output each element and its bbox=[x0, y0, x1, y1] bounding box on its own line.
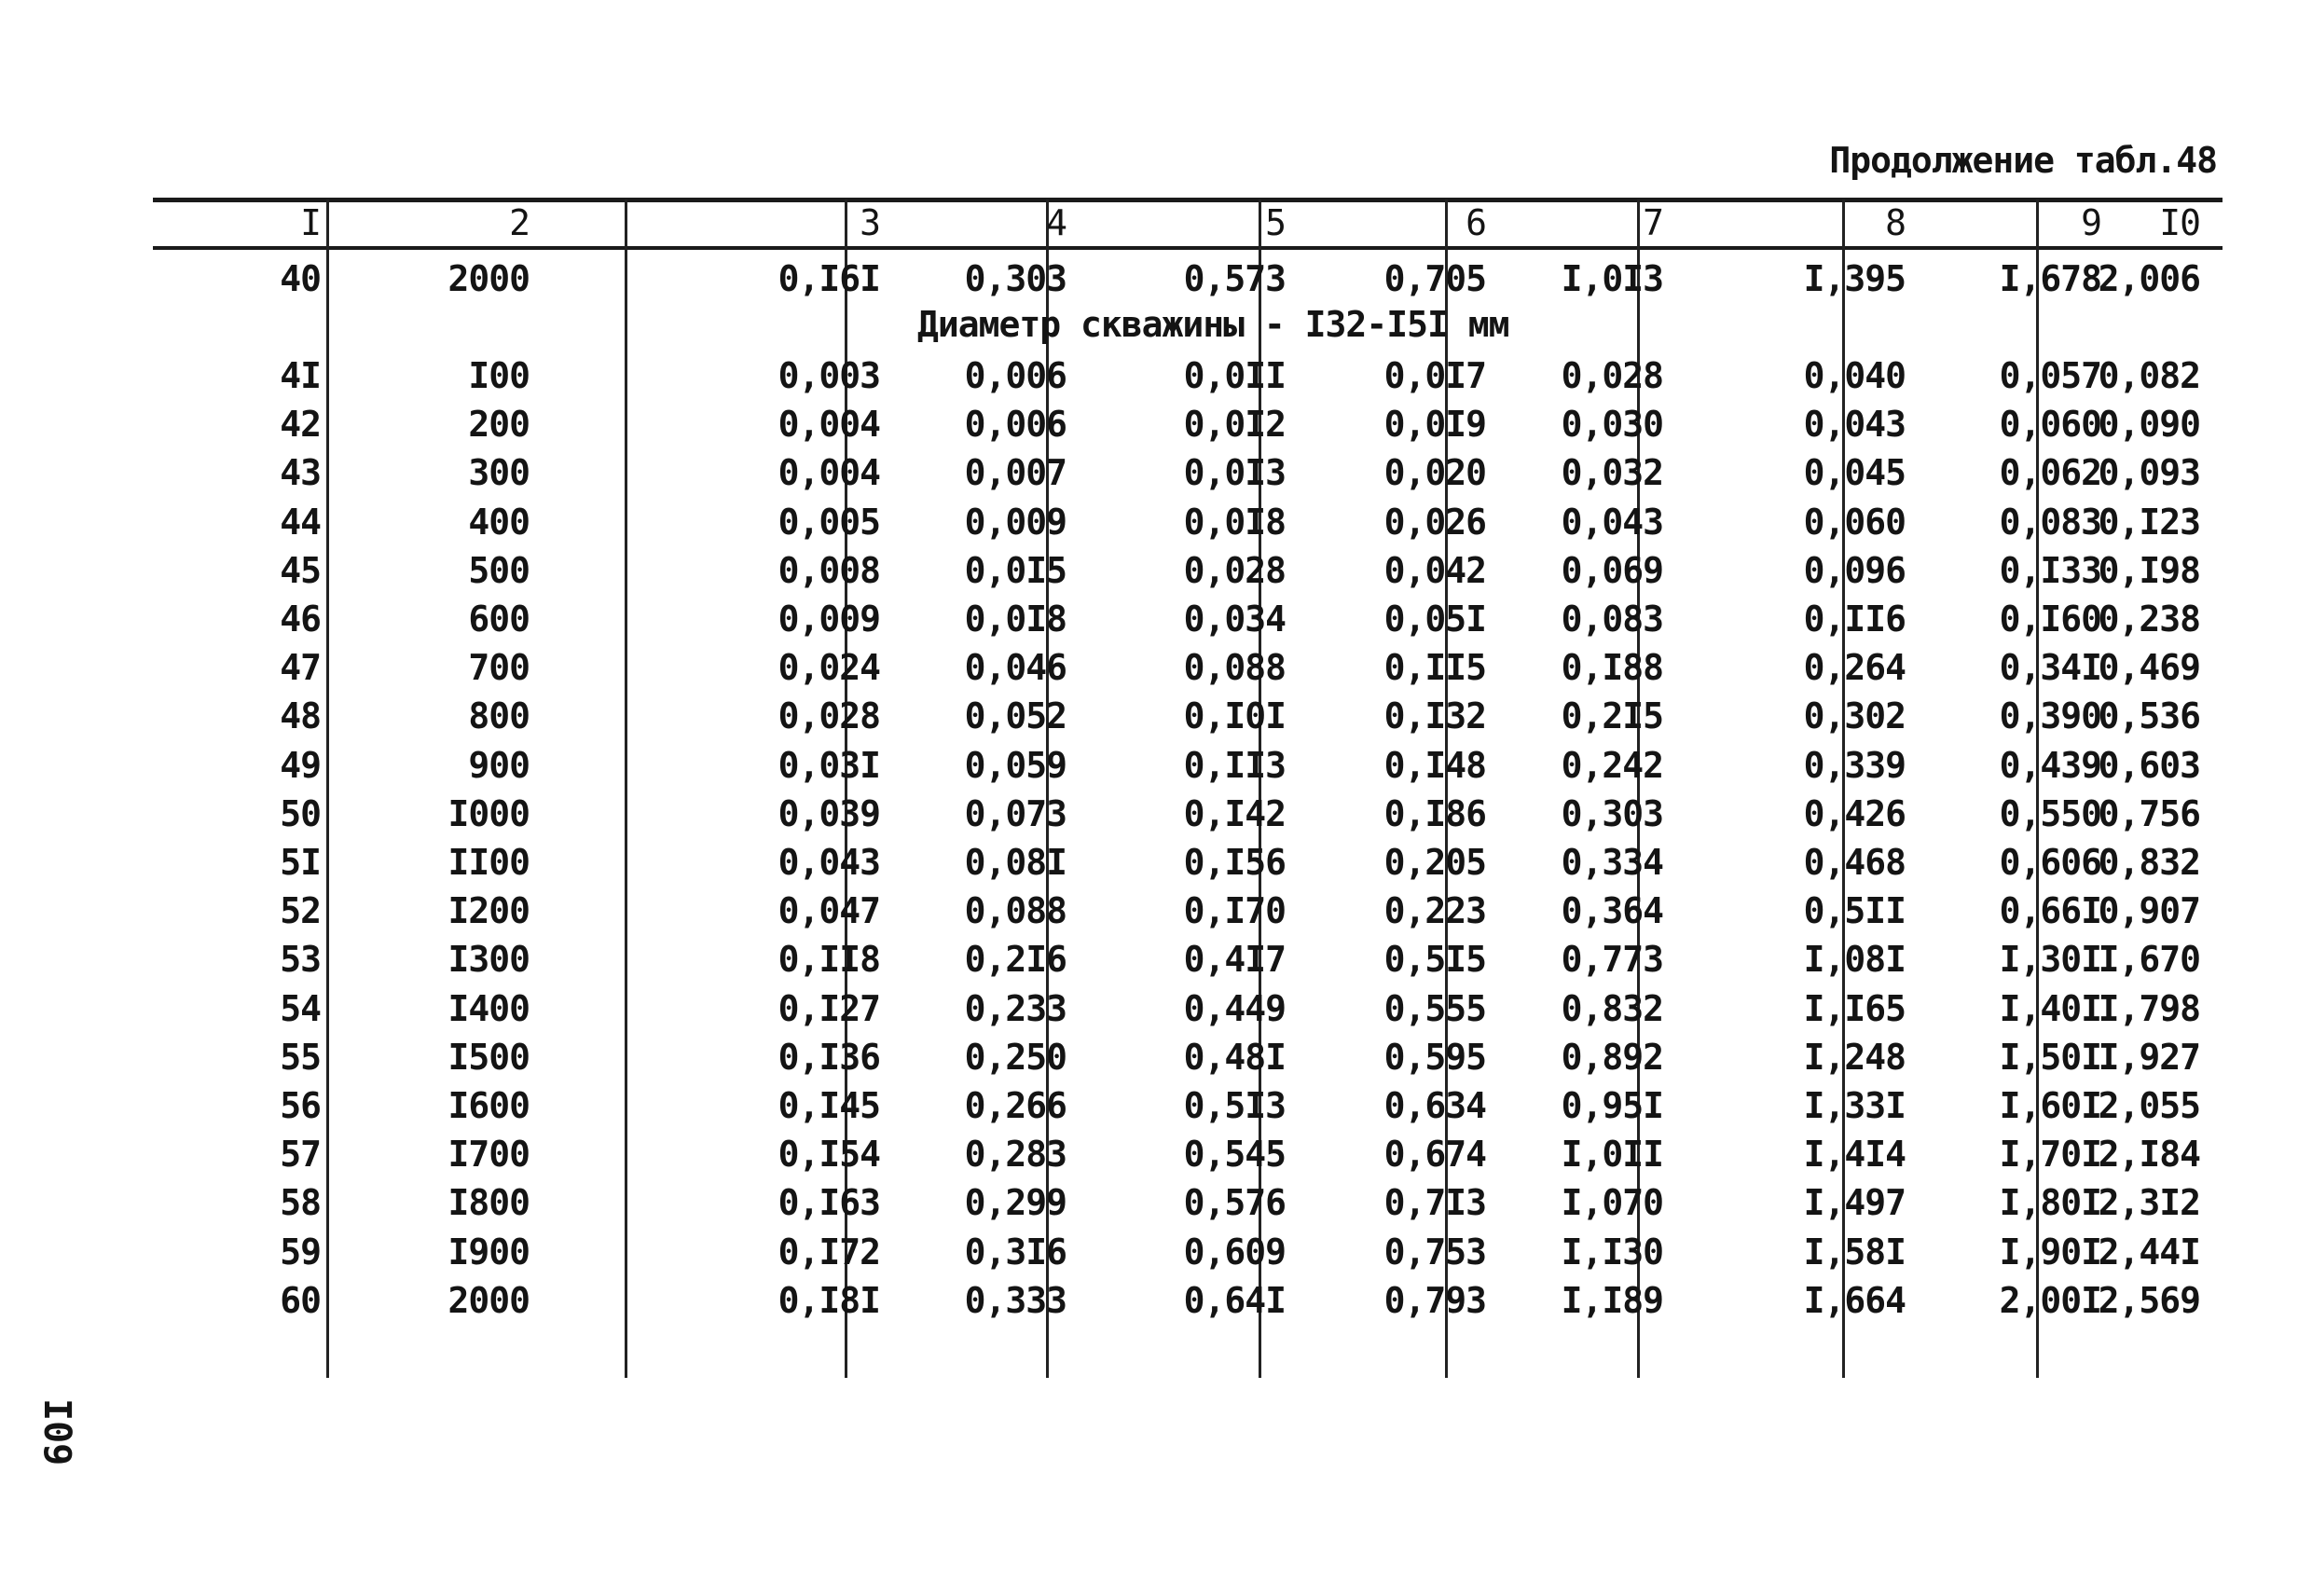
cell-col-7: 0,030 bbox=[1561, 404, 1663, 445]
cell-col-1: 4I bbox=[280, 355, 321, 396]
cell-col-7: 0,I88 bbox=[1561, 647, 1663, 688]
cell-col-4: 0,007 bbox=[964, 452, 1067, 493]
cell-col-9: 0,439 bbox=[1999, 745, 2101, 786]
cell-col-2: I200 bbox=[447, 890, 530, 931]
cell-col-1: 50 bbox=[280, 793, 321, 834]
cell-col-9: 0,66I bbox=[1999, 890, 2101, 931]
header-cell-2: 2 bbox=[509, 202, 530, 243]
header-cell-10: I0 bbox=[2159, 202, 2200, 243]
cell-col-2: 500 bbox=[468, 550, 530, 591]
cell-col-5: 0,I70 bbox=[1183, 890, 1286, 931]
cell-col-6: 0,223 bbox=[1383, 890, 1486, 931]
cell-col-7: I,I30 bbox=[1561, 1231, 1663, 1273]
table-row bbox=[153, 887, 2223, 934]
cell-col-5: 0,088 bbox=[1183, 647, 1286, 688]
cell-col-6: 0,020 bbox=[1383, 452, 1486, 493]
cell-col-7: 0,95I bbox=[1561, 1085, 1663, 1126]
cell-col-10: 2,3I2 bbox=[2098, 1182, 2200, 1223]
cell-col-6: 0,793 bbox=[1383, 1280, 1486, 1321]
cell-col-4: 0,0I5 bbox=[964, 550, 1067, 591]
table-row bbox=[153, 1034, 2223, 1080]
cell-col-4: 0,052 bbox=[964, 695, 1067, 736]
cell-col-8: 0,5II bbox=[1803, 890, 1906, 931]
cell-col-9: 0,390 bbox=[1999, 695, 2101, 736]
cell-col-10: 0,238 bbox=[2098, 598, 2200, 640]
cell-col-4: 0,333 bbox=[964, 1280, 1067, 1321]
cell-col-3: 0,043 bbox=[778, 842, 880, 883]
table-row bbox=[153, 596, 2223, 642]
cell-col-10: I,798 bbox=[2098, 988, 2200, 1029]
cell-col-10: 2,I84 bbox=[2098, 1134, 2200, 1175]
cell-col-2: I900 bbox=[447, 1231, 530, 1273]
cell-col-1: 52 bbox=[280, 890, 321, 931]
table-row bbox=[153, 1179, 2223, 1226]
cell-col-6: 0,555 bbox=[1383, 988, 1486, 1029]
cell-col-7: 0,043 bbox=[1561, 502, 1663, 543]
cell-col-4: 0,233 bbox=[964, 988, 1067, 1029]
cell-col-6: 0,I86 bbox=[1383, 793, 1486, 834]
cell-col-9: I,40I bbox=[1999, 988, 2101, 1029]
cell-col-4: 0,2I6 bbox=[964, 939, 1067, 980]
cell-col-7: 0,069 bbox=[1561, 550, 1663, 591]
cell-col-5: 0,034 bbox=[1183, 598, 1286, 640]
cell-col-3: 0,039 bbox=[778, 793, 880, 834]
cell-col-4: 0,08I bbox=[964, 842, 1067, 883]
cell-col-7: 0,032 bbox=[1561, 452, 1663, 493]
cell-col-8: 0,040 bbox=[1803, 355, 1906, 396]
cell-col-3: 0,I45 bbox=[778, 1085, 880, 1126]
cell-col-2: I500 bbox=[447, 1037, 530, 1078]
cell-col-4: 0,266 bbox=[964, 1085, 1067, 1126]
cell-col-8: 0,II6 bbox=[1803, 598, 1906, 640]
cell-col-2: 2000 bbox=[447, 258, 530, 299]
cell-col-2: 400 bbox=[468, 502, 530, 543]
table-row bbox=[153, 936, 2223, 983]
cell-col-9: 0,34I bbox=[1999, 647, 2101, 688]
cell-col-6: 0,5I5 bbox=[1383, 939, 1486, 980]
cell-col-8: I,58I bbox=[1803, 1231, 1906, 1273]
cell-col-4: 0,283 bbox=[964, 1134, 1067, 1175]
cell-col-1: 57 bbox=[280, 1134, 321, 1175]
cell-col-2: II00 bbox=[447, 842, 530, 883]
cell-col-3: 0,I54 bbox=[778, 1134, 880, 1175]
cell-col-1: 55 bbox=[280, 1037, 321, 1078]
cell-col-7: 0,832 bbox=[1561, 988, 1663, 1029]
cell-col-10: 0,536 bbox=[2098, 695, 2200, 736]
cell-col-6: 0,042 bbox=[1383, 550, 1486, 591]
table-row bbox=[153, 255, 2223, 302]
cell-col-10: 2,055 bbox=[2098, 1085, 2200, 1126]
cell-col-4: 0,046 bbox=[964, 647, 1067, 688]
cell-col-5: 0,0I3 bbox=[1183, 452, 1286, 493]
table-row bbox=[153, 985, 2223, 1032]
table-row bbox=[153, 499, 2223, 545]
cell-col-9: I,90I bbox=[1999, 1231, 2101, 1273]
cell-col-1: 46 bbox=[280, 598, 321, 640]
cell-col-10: 2,44I bbox=[2098, 1231, 2200, 1273]
cell-col-3: 0,I8I bbox=[778, 1280, 880, 1321]
cell-col-9: 0,I60 bbox=[1999, 598, 2101, 640]
cell-col-5: 0,I0I bbox=[1183, 695, 1286, 736]
cell-col-8: 0,096 bbox=[1803, 550, 1906, 591]
cell-col-9: 0,057 bbox=[1999, 355, 2101, 396]
cell-col-7: 0,028 bbox=[1561, 355, 1663, 396]
cell-col-3: 0,005 bbox=[778, 502, 880, 543]
cell-col-3: 0,028 bbox=[778, 695, 880, 736]
cell-col-7: 0,892 bbox=[1561, 1037, 1663, 1078]
cell-col-10: 0,832 bbox=[2098, 842, 2200, 883]
cell-col-8: I,664 bbox=[1803, 1280, 1906, 1321]
header-cell-6: 6 bbox=[1466, 202, 1486, 243]
cell-col-2: I600 bbox=[447, 1085, 530, 1126]
cell-col-3: 0,I27 bbox=[778, 988, 880, 1029]
cell-col-2: 900 bbox=[468, 745, 530, 786]
cell-col-9: 2,00I bbox=[1999, 1280, 2101, 1321]
header-row bbox=[153, 200, 2223, 246]
header-cell-8: 8 bbox=[1885, 202, 1906, 243]
cell-col-4: 0,303 bbox=[964, 258, 1067, 299]
cell-col-7: I,0II bbox=[1561, 1134, 1663, 1175]
cell-col-5: 0,I42 bbox=[1183, 793, 1286, 834]
cell-col-1: 59 bbox=[280, 1231, 321, 1273]
cell-col-8: 0,060 bbox=[1803, 502, 1906, 543]
header-cell-5: 5 bbox=[1265, 202, 1286, 243]
cell-col-1: 56 bbox=[280, 1085, 321, 1126]
cell-col-6: 0,0I9 bbox=[1383, 404, 1486, 445]
cell-col-8: I,4I4 bbox=[1803, 1134, 1906, 1175]
cell-col-5: 0,609 bbox=[1183, 1231, 1286, 1273]
cell-col-2: I700 bbox=[447, 1134, 530, 1175]
table-row bbox=[153, 1277, 2223, 1324]
header-cell-1: I bbox=[300, 202, 321, 243]
cell-col-1: 49 bbox=[280, 745, 321, 786]
cell-col-6: 0,634 bbox=[1383, 1085, 1486, 1126]
cell-col-8: 0,339 bbox=[1803, 745, 1906, 786]
cell-col-7: 0,334 bbox=[1561, 842, 1663, 883]
cell-col-8: 0,045 bbox=[1803, 452, 1906, 493]
cell-col-6: 0,I32 bbox=[1383, 695, 1486, 736]
cell-col-3: 0,004 bbox=[778, 404, 880, 445]
cell-col-2: 600 bbox=[468, 598, 530, 640]
table-row bbox=[153, 1229, 2223, 1275]
cell-col-10: 0,603 bbox=[2098, 745, 2200, 786]
cell-col-3: 0,I36 bbox=[778, 1037, 880, 1078]
table-row bbox=[153, 693, 2223, 739]
cell-col-1: 43 bbox=[280, 452, 321, 493]
cell-col-8: 0,426 bbox=[1803, 793, 1906, 834]
cell-col-8: 0,264 bbox=[1803, 647, 1906, 688]
cell-col-10: 0,090 bbox=[2098, 404, 2200, 445]
cell-col-4: 0,0I8 bbox=[964, 598, 1067, 640]
cell-col-5: 0,545 bbox=[1183, 1134, 1286, 1175]
cell-col-1: 60 bbox=[280, 1280, 321, 1321]
cell-col-9: I,50I bbox=[1999, 1037, 2101, 1078]
cell-col-1: 54 bbox=[280, 988, 321, 1029]
cell-col-9: 0,I33 bbox=[1999, 550, 2101, 591]
cell-col-6: 0,753 bbox=[1383, 1231, 1486, 1273]
table-row bbox=[153, 742, 2223, 789]
cell-col-3: 0,003 bbox=[778, 355, 880, 396]
header-cell-4: 4 bbox=[1046, 202, 1067, 243]
cell-col-5: 0,0II bbox=[1183, 355, 1286, 396]
cell-col-8: I,395 bbox=[1803, 258, 1906, 299]
cell-col-2: 300 bbox=[468, 452, 530, 493]
table-row bbox=[153, 791, 2223, 837]
cell-col-8: 0,302 bbox=[1803, 695, 1906, 736]
cell-col-3: 0,I63 bbox=[778, 1182, 880, 1223]
cell-col-4: 0,059 bbox=[964, 745, 1067, 786]
cell-col-6: 0,05I bbox=[1383, 598, 1486, 640]
cell-col-8: I,33I bbox=[1803, 1085, 1906, 1126]
cell-col-6: 0,026 bbox=[1383, 502, 1486, 543]
cell-col-10: 0,907 bbox=[2098, 890, 2200, 931]
cell-col-3: 0,I6I bbox=[778, 258, 880, 299]
cell-col-6: 0,I48 bbox=[1383, 745, 1486, 786]
cell-col-1: 42 bbox=[280, 404, 321, 445]
cell-col-9: 0,062 bbox=[1999, 452, 2101, 493]
cell-col-6: 0,7I3 bbox=[1383, 1182, 1486, 1223]
table-row bbox=[153, 839, 2223, 886]
cell-col-5: 0,4I7 bbox=[1183, 939, 1286, 980]
cell-col-8: I,08I bbox=[1803, 939, 1906, 980]
cell-col-6: 0,674 bbox=[1383, 1134, 1486, 1175]
header-cell-7: 7 bbox=[1643, 202, 1663, 243]
cell-col-7: I,0I3 bbox=[1561, 258, 1663, 299]
cell-col-9: I,678 bbox=[1999, 258, 2101, 299]
cell-col-3: 0,009 bbox=[778, 598, 880, 640]
cell-col-7: I,070 bbox=[1561, 1182, 1663, 1223]
cell-col-9: 0,606 bbox=[1999, 842, 2101, 883]
cell-col-10: 0,093 bbox=[2098, 452, 2200, 493]
cell-col-2: 700 bbox=[468, 647, 530, 688]
cell-col-9: 0,083 bbox=[1999, 502, 2101, 543]
cell-col-5: 0,48I bbox=[1183, 1037, 1286, 1078]
cell-col-6: 0,II5 bbox=[1383, 647, 1486, 688]
cell-col-4: 0,006 bbox=[964, 355, 1067, 396]
table-caption: Продолжение табл.48 bbox=[1829, 140, 2217, 181]
cell-col-3: 0,008 bbox=[778, 550, 880, 591]
cell-col-3: 0,024 bbox=[778, 647, 880, 688]
cell-col-7: 0,773 bbox=[1561, 939, 1663, 980]
table-row bbox=[153, 1131, 2223, 1177]
cell-col-9: 0,060 bbox=[1999, 404, 2101, 445]
cell-col-5: 0,5I3 bbox=[1183, 1085, 1286, 1126]
cell-col-5: 0,0I8 bbox=[1183, 502, 1286, 543]
cell-col-10: I,670 bbox=[2098, 939, 2200, 980]
section-heading: Диаметр скважины - I32-I5I мм bbox=[917, 304, 1509, 345]
cell-col-10: 0,756 bbox=[2098, 793, 2200, 834]
header-bottom-rule bbox=[153, 246, 2223, 250]
cell-col-4: 0,3I6 bbox=[964, 1231, 1067, 1273]
cell-col-5: 0,449 bbox=[1183, 988, 1286, 1029]
cell-col-9: I,60I bbox=[1999, 1085, 2101, 1126]
cell-col-3: 0,047 bbox=[778, 890, 880, 931]
cell-col-7: 0,2I5 bbox=[1561, 695, 1663, 736]
cell-col-5: 0,64I bbox=[1183, 1280, 1286, 1321]
table-row bbox=[153, 449, 2223, 496]
cell-col-9: 0,550 bbox=[1999, 793, 2101, 834]
table-row bbox=[153, 352, 2223, 399]
table-row bbox=[153, 401, 2223, 447]
cell-col-1: 5I bbox=[280, 842, 321, 883]
cell-col-1: 53 bbox=[280, 939, 321, 980]
header-cell-9: 9 bbox=[2081, 202, 2101, 243]
cell-col-2: I00 bbox=[468, 355, 530, 396]
cell-col-8: I,497 bbox=[1803, 1182, 1906, 1223]
cell-col-1: 48 bbox=[280, 695, 321, 736]
table-row bbox=[153, 644, 2223, 691]
cell-col-6: 0,0I7 bbox=[1383, 355, 1486, 396]
cell-col-6: 0,595 bbox=[1383, 1037, 1486, 1078]
cell-col-3: 0,03I bbox=[778, 745, 880, 786]
cell-col-1: 58 bbox=[280, 1182, 321, 1223]
cell-col-6: 0,705 bbox=[1383, 258, 1486, 299]
cell-col-4: 0,006 bbox=[964, 404, 1067, 445]
cell-col-9: I,70I bbox=[1999, 1134, 2101, 1175]
cell-col-10: 0,082 bbox=[2098, 355, 2200, 396]
cell-col-8: 0,043 bbox=[1803, 404, 1906, 445]
cell-col-5: 0,576 bbox=[1183, 1182, 1286, 1223]
cell-col-2: I000 bbox=[447, 793, 530, 834]
cell-col-5: 0,II3 bbox=[1183, 745, 1286, 786]
cell-col-7: 0,083 bbox=[1561, 598, 1663, 640]
cell-col-3: 0,I72 bbox=[778, 1231, 880, 1273]
cell-col-2: I400 bbox=[447, 988, 530, 1029]
cell-col-5: 0,I56 bbox=[1183, 842, 1286, 883]
cell-col-7: 0,364 bbox=[1561, 890, 1663, 931]
cell-col-10: I,927 bbox=[2098, 1037, 2200, 1078]
cell-col-2: 800 bbox=[468, 695, 530, 736]
cell-col-1: 45 bbox=[280, 550, 321, 591]
cell-col-9: I,30I bbox=[1999, 939, 2101, 980]
header-cell-3: 3 bbox=[860, 202, 880, 243]
cell-col-1: 44 bbox=[280, 502, 321, 543]
cell-col-3: 0,II8 bbox=[778, 939, 880, 980]
cell-col-4: 0,073 bbox=[964, 793, 1067, 834]
cell-col-7: 0,242 bbox=[1561, 745, 1663, 786]
cell-col-2: I800 bbox=[447, 1182, 530, 1223]
cell-col-3: 0,004 bbox=[778, 452, 880, 493]
cell-col-5: 0,0I2 bbox=[1183, 404, 1286, 445]
cell-col-1: 47 bbox=[280, 647, 321, 688]
cell-col-10: 0,I23 bbox=[2098, 502, 2200, 543]
cell-col-8: I,I65 bbox=[1803, 988, 1906, 1029]
cell-col-10: 0,469 bbox=[2098, 647, 2200, 688]
cell-col-2: I300 bbox=[447, 939, 530, 980]
cell-col-10: 2,006 bbox=[2098, 258, 2200, 299]
cell-col-9: I,80I bbox=[1999, 1182, 2101, 1223]
cell-col-6: 0,205 bbox=[1383, 842, 1486, 883]
cell-col-7: 0,303 bbox=[1561, 793, 1663, 834]
page-number: I09 bbox=[35, 1398, 78, 1466]
cell-col-5: 0,028 bbox=[1183, 550, 1286, 591]
cell-col-5: 0,573 bbox=[1183, 258, 1286, 299]
cell-col-2: 2000 bbox=[447, 1280, 530, 1321]
cell-col-10: 2,569 bbox=[2098, 1280, 2200, 1321]
cell-col-4: 0,088 bbox=[964, 890, 1067, 931]
cell-col-1: 40 bbox=[280, 258, 321, 299]
table-row bbox=[153, 1082, 2223, 1129]
cell-col-7: I,I89 bbox=[1561, 1280, 1663, 1321]
cell-col-10: 0,I98 bbox=[2098, 550, 2200, 591]
cell-col-4: 0,009 bbox=[964, 502, 1067, 543]
cell-col-2: 200 bbox=[468, 404, 530, 445]
cell-col-8: I,248 bbox=[1803, 1037, 1906, 1078]
cell-col-8: 0,468 bbox=[1803, 842, 1906, 883]
table-row bbox=[153, 547, 2223, 594]
cell-col-4: 0,250 bbox=[964, 1037, 1067, 1078]
cell-col-4: 0,299 bbox=[964, 1182, 1067, 1223]
